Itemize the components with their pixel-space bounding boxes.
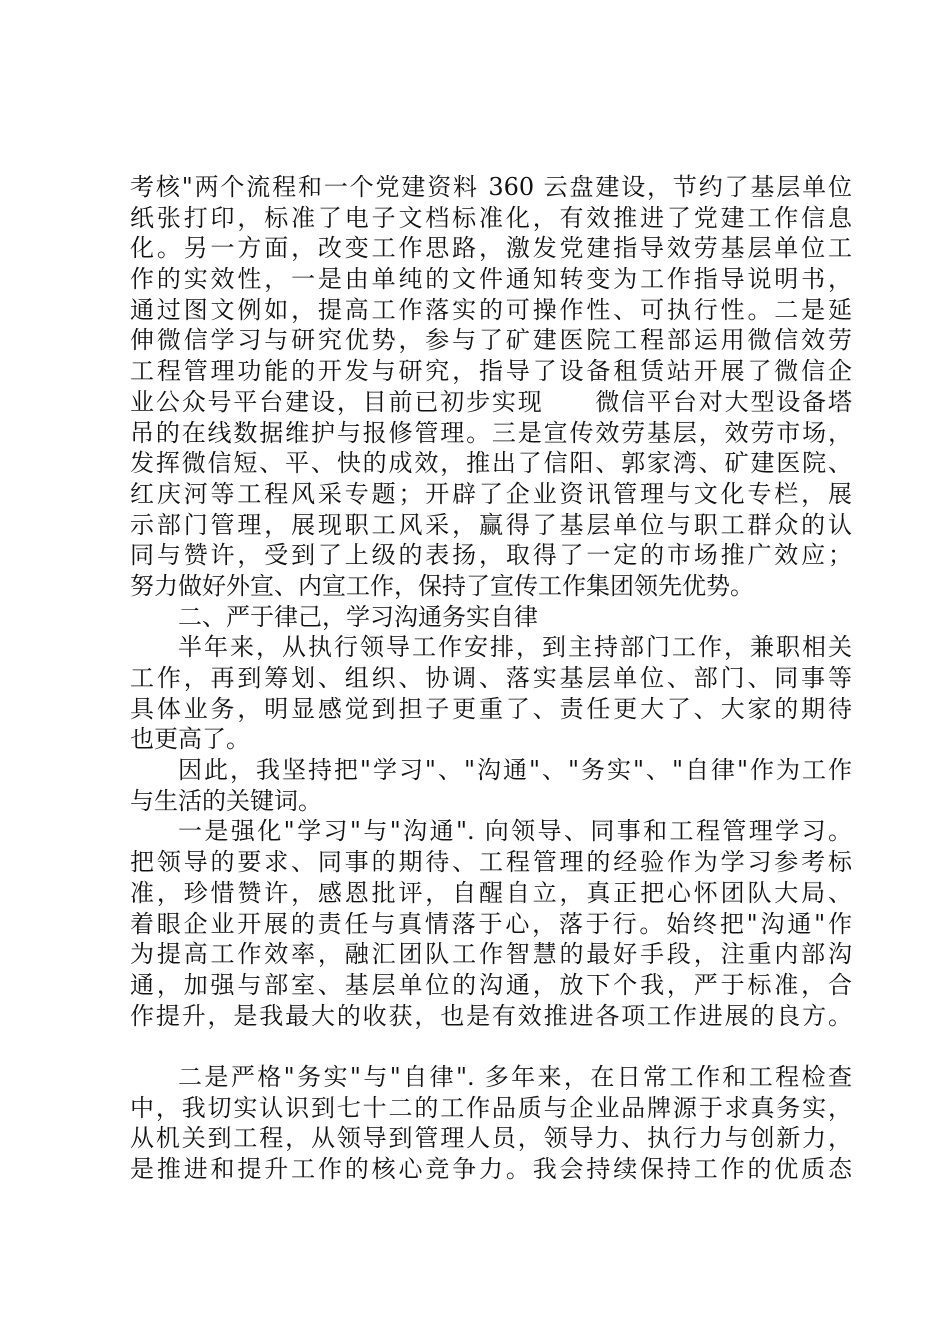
text-line: 考核"两个流程和一个党建资料 360 云盘建设，节约了基层单位 [130,173,852,201]
text-line: 业公众号平台建设，目前已初步实现 微信平台对大型设备塔 [130,387,852,416]
text-line: 化。另一方面，改变工作思路，激发党建指导效劳基层单位工 [130,234,852,263]
text-line: 二是严格"务实"与"自律". 多年来，在日常工作和工程检查 [178,1062,852,1091]
text-line: 伸微信学习与研究优势，参与了矿建医院工程部运用微信效劳 [130,326,852,355]
text-line: 为提高工作效率，融汇团队工作智慧的最好手段，注重内部沟 [130,940,852,969]
text-line: 努力做好外宣、内宣工作，保持了宣传工作集团领先优势。 [130,571,754,600]
text-line: 通，加强与部室、基层单位的沟通，放下个我，严于标准，合 [130,970,852,999]
text-line: 把领导的要求、同事的期待、工程管理的经验作为学习参考标 [130,848,852,877]
text-line: 作的实效性，一是由单纯的文件通知转变为工作指导说明书， [130,265,852,294]
text-line: 准，珍惜赞许，感恩批评，自醒自立，真正把心怀团队大局、 [130,878,852,907]
text-line: 也更高了。 [130,725,250,754]
text-line: 通过图文例如，提高工作落实的可操作性、可执行性。二是延 [130,295,852,324]
text-line: 工作，再到筹划、组织、协调、落实基层单位、部门、同事等 [130,664,852,692]
text-line: 发挥微信短、平、快的成效，推出了信阳、郭家湾、矿建医院、 [130,449,852,478]
text-line: 纸张打印，标准了电子文档标准化，有效推进了党建工作信息 [130,203,852,232]
text-line: 示部门管理，展现职工风采，赢得了基层单位与职工群众的认 [130,510,852,539]
text-line: 同与赞许，受到了上级的表扬，取得了一定的市场推广效应； [130,541,852,570]
heading-line: 二、严于律己，学习沟通务实自律 [178,602,538,631]
text-line: 吊的在线数据维护与报修管理。三是宣传效劳基层，效劳市场， [130,418,852,447]
text-line: 是推进和提升工作的核心竞争力。我会持续保持工作的优质态 [130,1155,852,1183]
paragraph-5 [130,816,852,1031]
text-line: 一是强化"学习"与"沟通". 向领导、同事和工程管理学习。 [178,817,852,846]
text-line: 半年来，从执行领导工作安排，到主持部门工作，兼职相关 [178,633,852,662]
text-line: 着眼企业开展的责任与真情落于心，落于行。始终把"沟通"作 [130,909,852,938]
document-body [130,172,852,1185]
text-line: 工程管理功能的开发与研究，指导了设备租赁站开展了微信企 [130,357,852,386]
text-line: 作提升，是我最大的收获，也是有效推进各项工作进展的良方。 [130,1001,852,1030]
paragraph-1 [130,172,852,602]
section-heading [130,602,852,633]
text-line: 中，我切实认识到七十二的工作品质与企业品牌源于求真务实， [130,1093,852,1122]
text-line: 具体业务，明显感觉到担子更重了、责任更大了、大家的期待 [130,694,852,723]
text-line: 从机关到工程，从领导到管理人员，领导力、执行力与创新力， [130,1124,852,1153]
text-line: 红庆河等工程风采专题；开辟了企业资讯管理与文化专栏，展 [130,479,852,508]
paragraph-gap [130,1031,852,1062]
paragraph-6 [130,1062,852,1185]
text-line: 与生活的关键词。 [130,786,322,815]
paragraph-3 [130,632,852,755]
text-line: 因此，我坚持把"学习"、"沟通"、"务实"、"自律"作为工作 [178,756,852,785]
paragraph-4 [130,755,852,816]
